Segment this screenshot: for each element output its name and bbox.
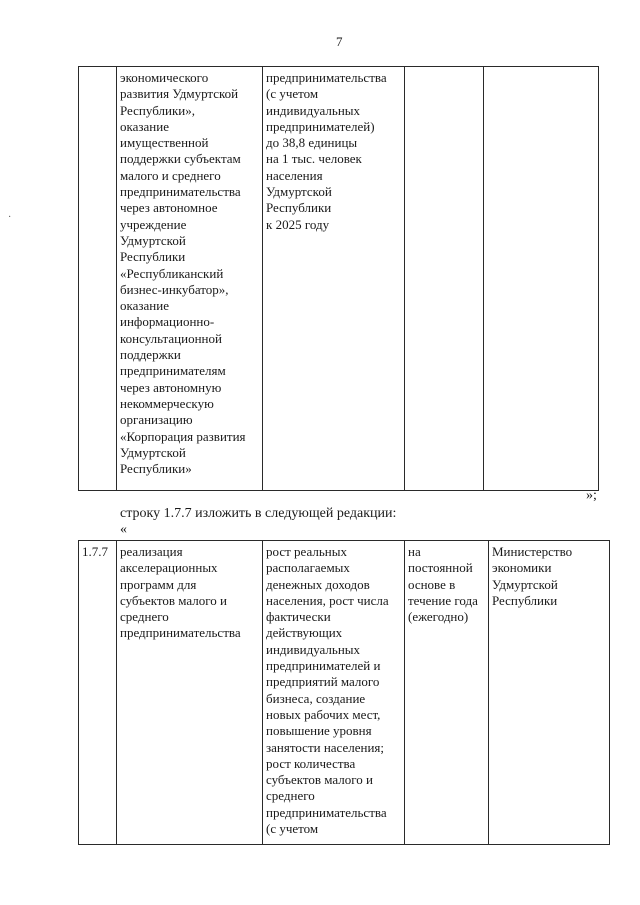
cell-text-line: индивидуальных: [266, 641, 361, 657]
cell-text-line: через автономное: [120, 200, 218, 216]
cell-text-line: на 1 тыс. человек: [266, 151, 362, 167]
cell-text-line: малого и среднего: [120, 167, 221, 183]
cell-text-line: экономики: [492, 560, 552, 576]
cell-text-line: рост реальных: [266, 544, 347, 559]
cell-text-line: информационно-: [120, 314, 215, 330]
amendment-instruction: строку 1.7.7 изложить в следующей редакции:: [120, 506, 397, 521]
cell-text-line: субъектов малого и: [120, 592, 227, 608]
executor-cell: [484, 67, 599, 491]
cell-text-line: до 38,8 единицы: [266, 135, 358, 151]
cell-text-line: повышение уровня: [266, 723, 372, 739]
cell-text-line: располагаемых: [266, 560, 350, 576]
cell-text-line: населения, рост числа: [266, 592, 389, 608]
expected-result-cell: [263, 541, 405, 845]
cell-text-line: предпринимательства: [120, 184, 241, 200]
cell-text-line: оказание: [120, 118, 169, 134]
page-number: 7: [336, 34, 343, 49]
cell-text-line: течение года: [408, 592, 478, 608]
deadline-cell: [405, 67, 484, 491]
cell-text-line: предпринимателей и: [266, 658, 381, 674]
cell-text-line: Удмуртской: [492, 576, 558, 592]
cell-text-line: на: [408, 544, 421, 559]
cell-text-line: реализация: [120, 544, 183, 559]
table-row: [79, 541, 610, 845]
cell-text-line: некоммерческую: [120, 395, 214, 411]
cell-text-line: акселерационных: [120, 560, 218, 576]
cell-text-line: «Республиканский: [120, 265, 224, 281]
scan-edge-mark: ·: [8, 212, 12, 223]
amended-row-table: [78, 540, 610, 845]
cell-text-line: оказание: [120, 298, 169, 314]
cell-text-line: программ для: [120, 576, 197, 592]
cell-text-line: населения: [266, 167, 323, 183]
expected-result-cell: [263, 67, 405, 491]
deadline-cell: [405, 541, 489, 845]
cell-text-line: (с учетом: [266, 86, 319, 102]
cell-text-line: экономического: [120, 70, 209, 85]
cell-text-line: новых рабочих мест,: [266, 706, 381, 722]
continuation-table: [78, 66, 599, 491]
cell-text-line: среднего: [266, 788, 315, 804]
cell-text-line: Удмуртской: [266, 184, 332, 200]
cell-text-line: денежных доходов: [266, 576, 370, 592]
cell-text-line: учреждение: [120, 216, 187, 232]
cell-text-line: бизнеса, создание: [266, 690, 366, 706]
cell-text-line: поддержки субъектам: [120, 151, 241, 167]
executor-cell: [489, 541, 610, 845]
row-number-cell: 1.7.7: [79, 541, 117, 845]
opening-quote: «: [120, 522, 127, 537]
cell-text-line: предпринимателей): [266, 118, 375, 134]
cell-text-line: предпринимательства: [120, 625, 241, 641]
cell-text-line: субъектов малого и: [266, 772, 373, 788]
cell-text-line: Республики: [266, 200, 332, 216]
cell-text-line: рост количества: [266, 755, 356, 771]
cell-text-line: действующих: [266, 625, 343, 641]
cell-text-line: (ежегодно): [408, 609, 469, 625]
cell-text-line: индивидуальных: [266, 102, 361, 118]
cell-text-line: среднего: [120, 609, 169, 625]
cell-text-line: консультационной: [120, 330, 222, 346]
cell-text-line: предпринимательства: [266, 804, 387, 820]
cell-text-line: Республики»,: [120, 102, 195, 118]
cell-text-line: организацию: [120, 412, 193, 428]
measure-cell: [117, 67, 263, 491]
cell-text-line: бизнес-инкубатор»,: [120, 281, 229, 297]
cell-text-line: постоянной: [408, 560, 473, 576]
closing-quote: »;: [586, 488, 597, 503]
cell-text-line: основе в: [408, 576, 456, 592]
cell-text-line: Республики: [120, 249, 186, 265]
cell-text-line: предпринимателям: [120, 363, 226, 379]
cell-text-line: Удмуртской: [120, 232, 186, 248]
cell-text-line: к 2025 году: [266, 216, 330, 232]
cell-text-line: занятости населения;: [266, 739, 385, 755]
cell-text-line: Республики: [492, 592, 558, 608]
cell-text-line: фактически: [266, 609, 331, 625]
cell-text-line: Министерство: [492, 544, 573, 559]
table-row: [79, 67, 599, 491]
measure-cell: [117, 541, 263, 845]
cell-text-line: предпринимательства: [266, 70, 387, 85]
cell-text-line: через автономную: [120, 379, 222, 395]
cell-text-line: предприятий малого: [266, 674, 380, 690]
row-number-cell: [79, 67, 117, 491]
cell-text-line: Удмуртской: [120, 444, 186, 460]
cell-text-line: имущественной: [120, 135, 209, 151]
cell-text-line: поддержки: [120, 347, 181, 363]
cell-text-line: развития Удмуртской: [120, 86, 239, 102]
cell-text-line: (с учетом: [266, 821, 319, 837]
cell-text-line: Республики»: [120, 461, 192, 477]
cell-text-line: «Корпорация развития: [120, 428, 246, 444]
